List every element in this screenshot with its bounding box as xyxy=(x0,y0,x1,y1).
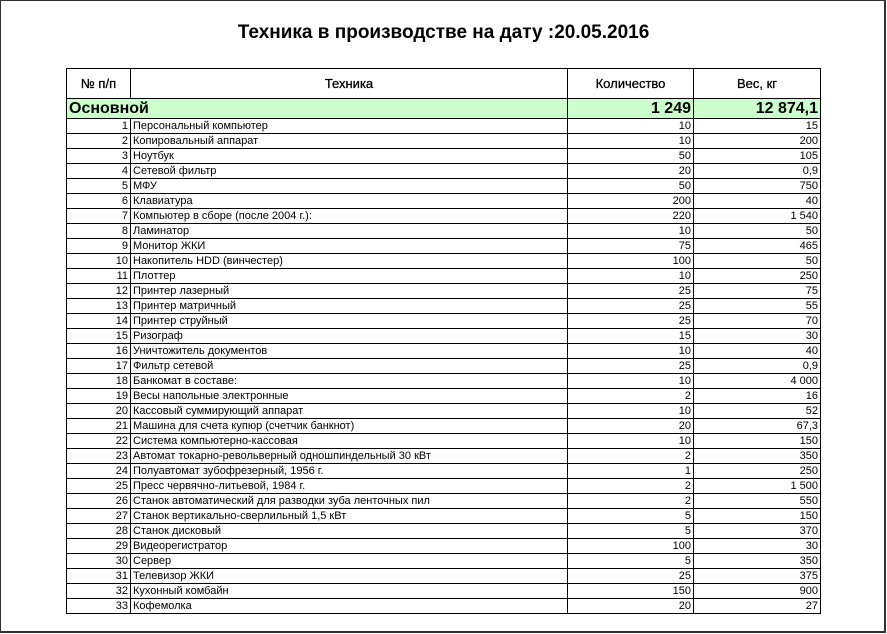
report-title: Техника в производстве на дату :20.05.2016 xyxy=(237,22,650,43)
equipment-name: Банкомат в составе: xyxy=(131,374,568,389)
row-number: 22 xyxy=(67,434,131,449)
table-row xyxy=(67,479,821,494)
quantity: 100 xyxy=(568,254,694,269)
row-number: 23 xyxy=(67,449,131,464)
row-number: 14 xyxy=(67,314,131,329)
weight: 250 xyxy=(694,464,821,479)
weight: 1 500 xyxy=(694,479,821,494)
table-row xyxy=(67,569,821,584)
equipment-name: Уничтожитель документов xyxy=(131,344,568,359)
weight: 15 xyxy=(694,119,821,134)
table-row xyxy=(67,434,821,449)
weight: 27 xyxy=(694,599,821,614)
weight: 375 xyxy=(694,569,821,584)
row-number: 6 xyxy=(67,194,131,209)
weight: 16 xyxy=(694,389,821,404)
weight: 105 xyxy=(694,149,821,164)
table-row xyxy=(67,539,821,554)
table-row xyxy=(67,554,821,569)
weight: 370 xyxy=(694,524,821,539)
equipment-name: Принтер лазерный xyxy=(131,284,568,299)
column-header-weight: Вес, кг xyxy=(694,69,821,99)
column-header-number: № п/п xyxy=(67,69,131,99)
weight: 50 xyxy=(694,254,821,269)
weight: 30 xyxy=(694,539,821,554)
equipment-name: Компьютер в сборе (после 2004 г.): xyxy=(131,209,568,224)
row-number: 24 xyxy=(67,464,131,479)
weight: 70 xyxy=(694,314,821,329)
equipment-name: Телевизор ЖКИ xyxy=(131,569,568,584)
equipment-name: Система компьютерно-кассовая xyxy=(131,434,568,449)
table-row xyxy=(67,239,821,254)
weight: 1 540 xyxy=(694,209,821,224)
column-header-quantity: Количество xyxy=(568,69,694,99)
equipment-name: Ноутбук xyxy=(131,149,568,164)
quantity: 50 xyxy=(568,149,694,164)
table-row xyxy=(67,344,821,359)
row-number: 1 xyxy=(67,119,131,134)
weight: 350 xyxy=(694,554,821,569)
table-row xyxy=(67,314,821,329)
equipment-name: Кофемолка xyxy=(131,599,568,614)
row-number: 15 xyxy=(67,329,131,344)
equipment-name: Станок дисковый xyxy=(131,524,568,539)
row-number: 16 xyxy=(67,344,131,359)
equipment-name: Копировальный аппарат xyxy=(131,134,568,149)
quantity: 5 xyxy=(568,524,694,539)
weight: 750 xyxy=(694,179,821,194)
quantity: 75 xyxy=(568,239,694,254)
row-number: 5 xyxy=(67,179,131,194)
row-number: 33 xyxy=(67,599,131,614)
weight: 40 xyxy=(694,194,821,209)
quantity: 150 xyxy=(568,584,694,599)
table-row xyxy=(67,584,821,599)
row-number: 27 xyxy=(67,509,131,524)
equipment-name: Полуавтомат зубофрезерный, 1956 г. xyxy=(131,464,568,479)
weight: 250 xyxy=(694,269,821,284)
table-row xyxy=(67,224,821,239)
equipment-name: Ризограф xyxy=(131,329,568,344)
quantity: 5 xyxy=(568,554,694,569)
row-number: 4 xyxy=(67,164,131,179)
table-row xyxy=(67,284,821,299)
table-row xyxy=(67,524,821,539)
table-row xyxy=(67,179,821,194)
header-row xyxy=(67,69,821,99)
quantity: 15 xyxy=(568,329,694,344)
table-row xyxy=(67,599,821,614)
row-number: 12 xyxy=(67,284,131,299)
table-row xyxy=(67,374,821,389)
equipment-name: Машина для счета купюр (счетчик банкнот) xyxy=(131,419,568,434)
quantity: 20 xyxy=(568,419,694,434)
quantity: 2 xyxy=(568,479,694,494)
weight: 30 xyxy=(694,329,821,344)
row-number: 7 xyxy=(67,209,131,224)
equipment-name: Фильтр сетевой xyxy=(131,359,568,374)
row-number: 17 xyxy=(67,359,131,374)
quantity: 25 xyxy=(568,569,694,584)
quantity: 220 xyxy=(568,209,694,224)
table-row xyxy=(67,134,821,149)
quantity: 10 xyxy=(568,344,694,359)
quantity: 10 xyxy=(568,434,694,449)
row-number: 2 xyxy=(67,134,131,149)
row-number: 10 xyxy=(67,254,131,269)
quantity: 20 xyxy=(568,164,694,179)
equipment-name: Пресс червячно-литьевой, 1984 г. xyxy=(131,479,568,494)
weight: 50 xyxy=(694,224,821,239)
equipment-name: Станок автоматический для разводки зуба ленточных пил xyxy=(131,494,568,509)
table-row xyxy=(67,299,821,314)
table-row xyxy=(67,194,821,209)
quantity: 2 xyxy=(568,494,694,509)
quantity: 25 xyxy=(568,359,694,374)
table-row xyxy=(67,209,821,224)
equipment-name: Видеорегистратор xyxy=(131,539,568,554)
equipment-name: Сервер xyxy=(131,554,568,569)
row-number: 29 xyxy=(67,539,131,554)
table-row xyxy=(67,149,821,164)
row-number: 8 xyxy=(67,224,131,239)
equipment-name: Автомат токарно-револьверный одношпиндельный 30 кВт xyxy=(131,449,568,464)
row-number: 20 xyxy=(67,404,131,419)
table-row xyxy=(67,254,821,269)
weight: 200 xyxy=(694,134,821,149)
group-name: Основной xyxy=(67,99,568,119)
row-number: 3 xyxy=(67,149,131,164)
table-row xyxy=(67,464,821,479)
equipment-name: Кассовый суммирующий аппарат xyxy=(131,404,568,419)
weight: 150 xyxy=(694,509,821,524)
table-row xyxy=(67,119,821,134)
group-weight-total: 12 874,1 xyxy=(694,99,821,119)
weight: 350 xyxy=(694,449,821,464)
quantity: 200 xyxy=(568,194,694,209)
table-row xyxy=(67,164,821,179)
weight: 67,3 xyxy=(694,419,821,434)
quantity: 25 xyxy=(568,299,694,314)
row-number: 13 xyxy=(67,299,131,314)
row-number: 26 xyxy=(67,494,131,509)
weight: 0,9 xyxy=(694,359,821,374)
quantity: 10 xyxy=(568,404,694,419)
table-row xyxy=(67,494,821,509)
equipment-name: Сетевой фильтр xyxy=(131,164,568,179)
weight: 4 000 xyxy=(694,374,821,389)
equipment-table xyxy=(66,68,821,614)
weight: 55 xyxy=(694,299,821,314)
equipment-name: Станок вертикально-сверлильный 1,5 кВт xyxy=(131,509,568,524)
row-number: 28 xyxy=(67,524,131,539)
weight: 52 xyxy=(694,404,821,419)
table-row xyxy=(67,359,821,374)
quantity: 10 xyxy=(568,119,694,134)
equipment-name: Накопитель HDD (винчестер) xyxy=(131,254,568,269)
weight: 550 xyxy=(694,494,821,509)
quantity: 50 xyxy=(568,179,694,194)
equipment-name: Кухонный комбайн xyxy=(131,584,568,599)
weight: 0,9 xyxy=(694,164,821,179)
quantity: 10 xyxy=(568,374,694,389)
group-quantity-total: 1 249 xyxy=(568,99,694,119)
weight: 465 xyxy=(694,239,821,254)
row-number: 21 xyxy=(67,419,131,434)
table-row xyxy=(67,389,821,404)
row-number: 30 xyxy=(67,554,131,569)
quantity: 20 xyxy=(568,599,694,614)
table-row xyxy=(67,404,821,419)
quantity: 5 xyxy=(568,509,694,524)
row-number: 25 xyxy=(67,479,131,494)
quantity: 25 xyxy=(568,314,694,329)
equipment-name: Весы напольные электронные xyxy=(131,389,568,404)
equipment-name: Плоттер xyxy=(131,269,568,284)
weight: 75 xyxy=(694,284,821,299)
weight: 900 xyxy=(694,584,821,599)
table-row xyxy=(67,509,821,524)
quantity: 10 xyxy=(568,224,694,239)
row-number: 18 xyxy=(67,374,131,389)
row-number: 31 xyxy=(67,569,131,584)
table-row xyxy=(67,419,821,434)
row-number: 19 xyxy=(67,389,131,404)
quantity: 1 xyxy=(568,464,694,479)
equipment-name: Персональный компьютер xyxy=(131,119,568,134)
row-number: 32 xyxy=(67,584,131,599)
column-header-equipment: Техника xyxy=(131,69,568,99)
quantity: 10 xyxy=(568,269,694,284)
row-number: 9 xyxy=(67,239,131,254)
quantity: 25 xyxy=(568,284,694,299)
equipment-name: Монитор ЖКИ xyxy=(131,239,568,254)
quantity: 100 xyxy=(568,539,694,554)
equipment-name: Принтер матричный xyxy=(131,299,568,314)
quantity: 2 xyxy=(568,449,694,464)
weight: 40 xyxy=(694,344,821,359)
table-row xyxy=(67,329,821,344)
table-row xyxy=(67,269,821,284)
equipment-name: Принтер струйный xyxy=(131,314,568,329)
equipment-name: Клавиатура xyxy=(131,194,568,209)
row-number: 11 xyxy=(67,269,131,284)
equipment-name: Ламинатор xyxy=(131,224,568,239)
weight: 150 xyxy=(694,434,821,449)
quantity: 2 xyxy=(568,389,694,404)
group-row xyxy=(67,99,821,119)
quantity: 10 xyxy=(568,134,694,149)
table-row xyxy=(67,449,821,464)
equipment-name: МФУ xyxy=(131,179,568,194)
